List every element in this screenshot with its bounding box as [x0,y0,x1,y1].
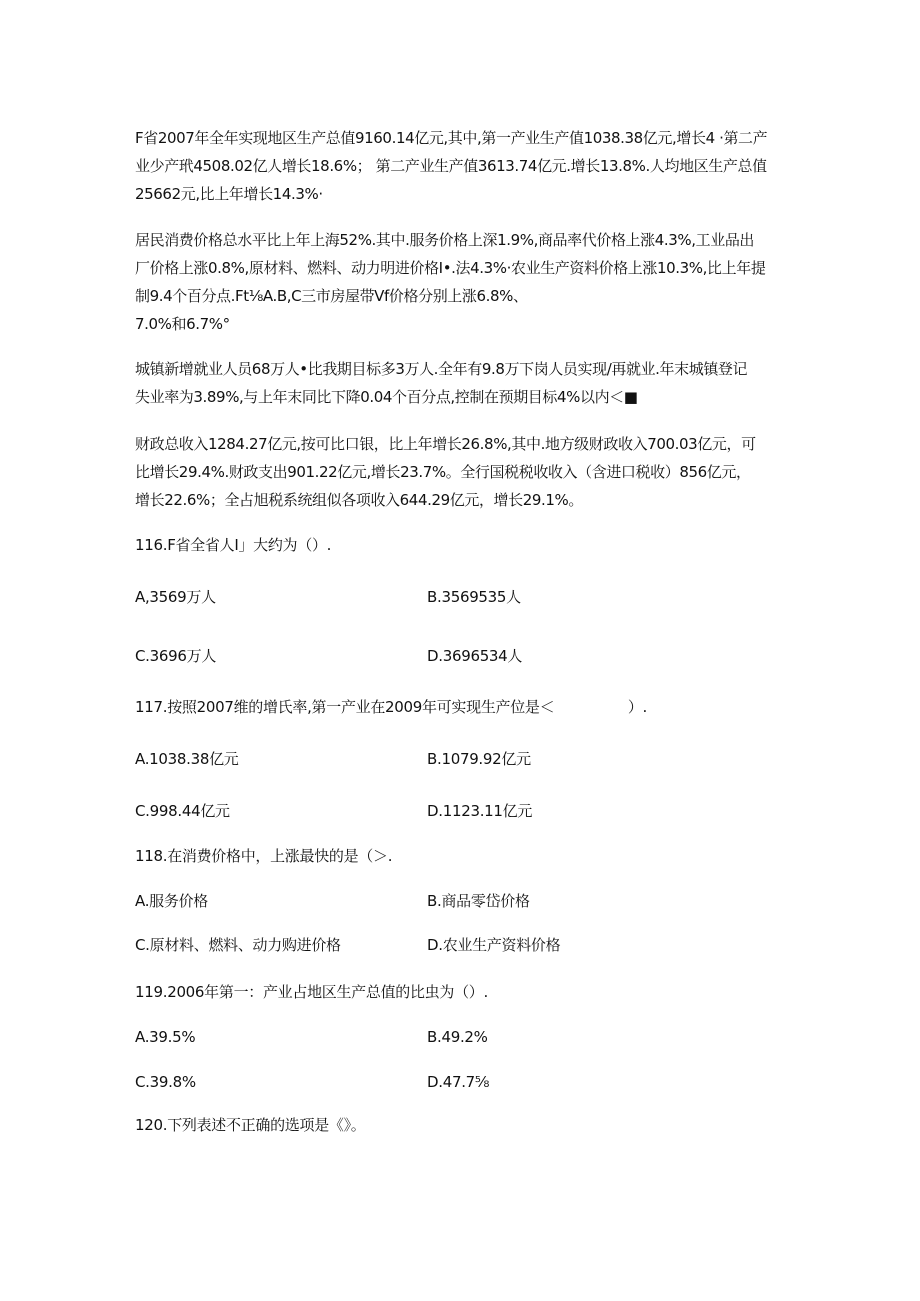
option-118-c[interactable]: C.原材料、燃料、动力购进价格 [135,936,341,954]
paragraph-finance [135,430,790,514]
paragraph-line: 失业率为3.89%,与上年末同比下降0.04个百分点,控制在预期目标4%以内＜■ [135,388,638,406]
paragraph-line: 居民消费价格总水平比上年上海52%.其中.服务价格上深1.9%,商品率代价格上涨4.3%,工业品出 [135,231,755,249]
option-117-b[interactable]: B.1079.92亿元 [427,750,531,768]
paragraph-line: 比增长29.4%.财政支出901.22亿元,增长23.7%。全行国税税收收入（含进口税收）856亿元， [135,463,751,481]
question-117: 117.按照2007维的增氏率,第一产业在2009年可实现生产位是＜ ）. [135,698,647,716]
question-119: 119.2006年第一：产业占地区生产总值的比虫为（）. [135,983,488,1001]
paragraph-line: 制9.4个百分点.Ft⅛A.B,C三市房屋带Vf价格分别上涨6.8%、 [135,287,528,305]
option-119-d[interactable]: D.47.7⅝ [427,1073,490,1091]
option-119-b[interactable]: B.49.2% [427,1028,488,1046]
option-116-c[interactable]: C.3696万人 [135,647,217,665]
paragraph-employment [135,355,790,411]
option-118-d[interactable]: D.农业生产资料价格 [427,936,561,954]
paragraph-line: 财政总收入1284.27亿元,按可比口银，比上年增长26.8%,其中.地方级财政收入700.03亿元，可 [135,435,756,453]
paragraph-line: 增长22.6%；全占旭税系统组似各项收入644.29亿元，增长29.1%。 [135,491,583,509]
paragraph-line: 城镇新增就业人员68万人•比我期目标多3万人.全年有9.8万下岗人员实现/再就业.年末城镇登记 [135,360,748,378]
question-120: 120.下列表述不正确的选项是《》。 [135,1116,366,1134]
option-118-a[interactable]: A.服务价格 [135,892,208,910]
paragraph-line: 7.0%和6.7%° [135,315,230,333]
option-116-a[interactable]: A,3569万人 [135,588,216,606]
option-117-c[interactable]: C.998.44亿元 [135,802,230,820]
option-119-c[interactable]: C.39.8% [135,1073,196,1091]
paragraph-line: 25662元,比上年增长14.3%· [135,185,323,203]
question-118: 118.在消费价格中，上涨最快的是（＞. [135,847,393,865]
option-117-a[interactable]: A.1038.38亿元 [135,750,239,768]
question-116: 116.F省全省人I」大约为（）. [135,536,332,554]
paragraph-line: 厂价格上涨0.8%,原材料、燃料、动力明进价格I•.法4.3%·农业生产资料价格上涨10.3%,比上年提 [135,259,766,277]
option-116-b[interactable]: B.3569535人 [427,588,521,606]
paragraph-gdp [135,124,790,208]
option-117-d[interactable]: D.1123.11亿元 [427,802,533,820]
paragraph-line: 业少产玳4508.02亿人增长18.6%； 第二产业生产值3613.74亿元.增长13.8%.人均地区生产总值 [135,157,767,175]
option-119-a[interactable]: A.39.5% [135,1028,196,1046]
paragraph-prices [135,226,790,338]
option-118-b[interactable]: B.商品零岱价格 [427,892,530,910]
paragraph-line: F省2007年全年实现地区生产总值9160.14亿元,其中,第一产业生产值1038.38亿元,增长4 ·第二产 [135,129,768,147]
option-116-d[interactable]: D.3696534人 [427,647,523,665]
